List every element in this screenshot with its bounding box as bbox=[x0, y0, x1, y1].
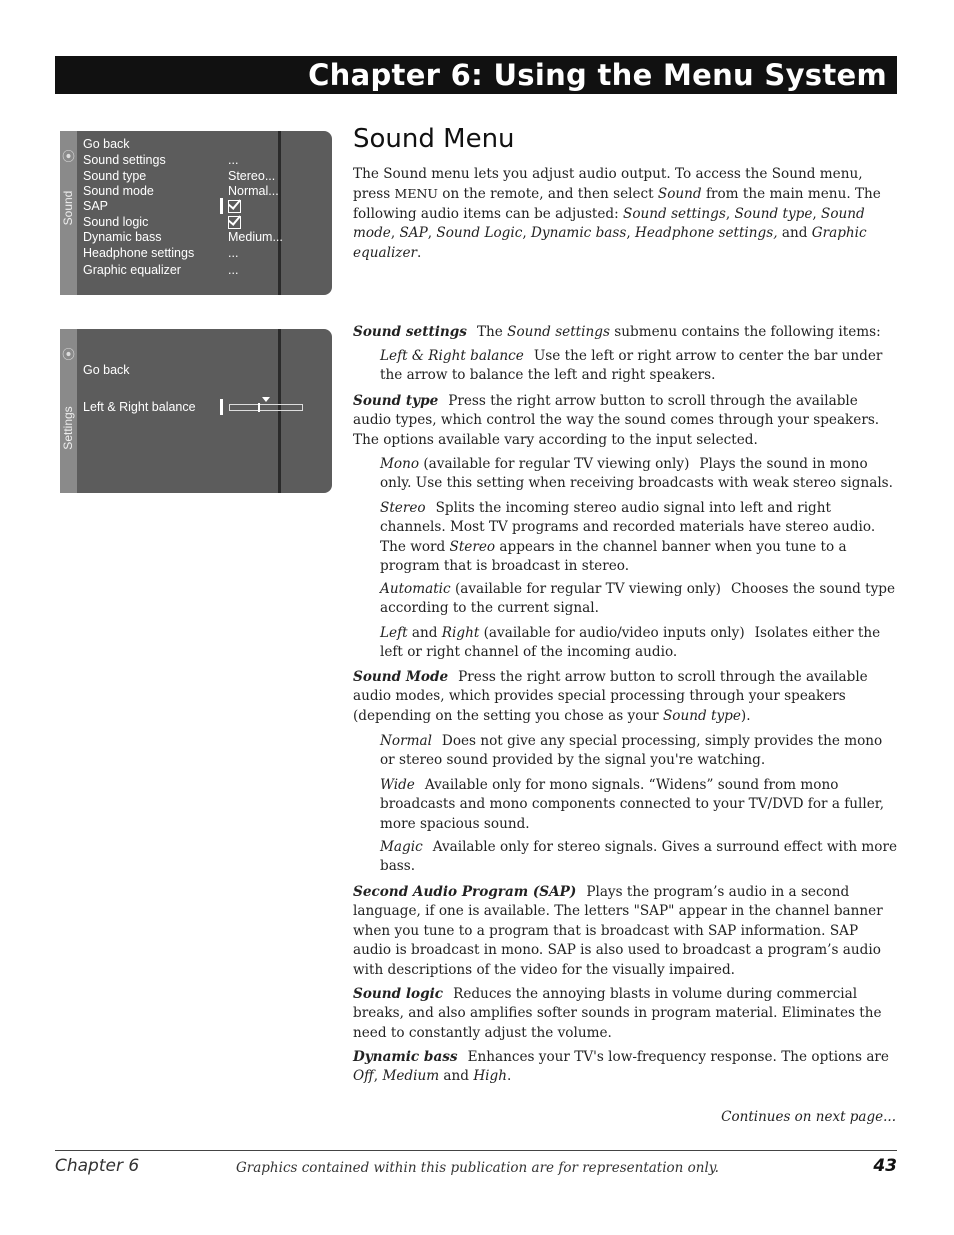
section-heading: Sound Menu bbox=[353, 124, 515, 154]
menu-item-headphone-settings[interactable]: Headphone settings bbox=[83, 246, 195, 260]
menu-side-label: Sound bbox=[61, 190, 75, 226]
continues-note: Continues on next page... bbox=[721, 1109, 896, 1125]
menu-item-dynamic-bass[interactable]: Dynamic bass bbox=[83, 230, 162, 244]
menu-item-sound-mode[interactable]: Sound mode bbox=[83, 184, 154, 198]
menu-side-label: Settings bbox=[61, 406, 75, 450]
sound-mode-paragraph: Sound Mode Press the right arrow button to scroll through the available audio modes, which provides special processing through your speakers (depending on the setting you chose as your Sound type). bbox=[353, 669, 868, 724]
menu-value-dynamic-bass: Medium... bbox=[228, 230, 283, 244]
menu-value-sound-type: Stereo... bbox=[228, 169, 276, 183]
footer-note: Graphics contained within this publication are for representation only. bbox=[236, 1160, 719, 1176]
intro-paragraph: The Sound menu lets you adjust audio output. To access the Sound menu, press MENU on the remote, and then select Sound from the main menu. The following audio items can be adjusted: Sound settings, Sound type, Sound mode, SAP, Sound Logic, Dynamic bass, Headphone settings, and Graphic equalizer. bbox=[353, 166, 881, 261]
sound-logic-paragraph: Sound logic Reduces the annoying blasts in volume during commercial breaks, and also amplifies softer sounds in program material. Eliminates the need to constantly adjust the volume. bbox=[353, 986, 882, 1041]
sound-type-paragraph: Sound type Press the right arrow button to scroll through the available audio types, which control the way the sound comes through your speakers. The options available vary according to the input selected. bbox=[353, 393, 880, 448]
menu-side-strip bbox=[60, 329, 77, 493]
menu-item-lr-balance[interactable]: Left & Right balance bbox=[83, 400, 196, 414]
selection-marker bbox=[220, 399, 223, 415]
ear-icon: ⦿ bbox=[61, 347, 75, 362]
magic-paragraph: Magic Available only for stereo signals. Gives a surround effect with more bass. bbox=[380, 839, 898, 875]
chapter-header-bar bbox=[55, 56, 897, 94]
normal-paragraph: Normal Does not give any special processing, simply provides the mono or stereo sound provided by the signal you're watching. bbox=[380, 733, 883, 769]
left-right-paragraph: Left and Right (available for audio/video inputs only) Isolates either the left or right channel of the incoming audio. bbox=[380, 625, 881, 661]
footer-divider bbox=[55, 1150, 897, 1151]
menu-column-divider bbox=[278, 329, 281, 493]
balance-slider-thumb[interactable] bbox=[258, 403, 260, 412]
settings-menu-panel bbox=[60, 329, 332, 493]
sound-logic-checkbox-icon[interactable] bbox=[228, 216, 241, 229]
menu-side-strip bbox=[60, 131, 77, 295]
menu-value-headphone-settings: ... bbox=[228, 246, 239, 260]
dynamic-bass-paragraph: Dynamic bass Enhances your TV's low-frequency response. The options are Off, Medium and High. bbox=[353, 1049, 889, 1085]
center-arrow-icon bbox=[262, 397, 270, 402]
menu-item-sound-type[interactable]: Sound type bbox=[83, 169, 147, 183]
sound-settings-paragraph: Sound settings The Sound settings submenu contains the following items: bbox=[353, 324, 881, 340]
menu-item-go-back[interactable]: Go back bbox=[83, 137, 130, 151]
lr-balance-paragraph: Left & Right balance Use the left or right arrow to center the bar under the arrow to balance the left and right speakers. bbox=[380, 348, 883, 384]
chapter-title: Chapter 6: Using the Menu System bbox=[308, 58, 887, 92]
menu-value-sound-settings: ... bbox=[228, 153, 239, 167]
menu-item-graphic-equalizer[interactable]: Graphic equalizer bbox=[83, 263, 181, 277]
mono-paragraph: Mono (available for regular TV viewing only) Plays the sound in mono only. Use this setting when receiving broadcasts with weak stereo signals. bbox=[380, 456, 893, 492]
wide-paragraph: Wide Available only for mono signals. “Widens” sound from mono broadcasts and mono components connected to your TV/DVD for a fuller, more spacious sound. bbox=[380, 777, 885, 832]
menu-item-sound-settings[interactable]: Sound settings bbox=[83, 153, 166, 167]
menu-item-go-back[interactable]: Go back bbox=[83, 363, 130, 377]
automatic-paragraph: Automatic (available for regular TV viewing only) Chooses the sound type according to the current signal. bbox=[380, 581, 895, 617]
stereo-paragraph: Stereo Splits the incoming stereo audio signal into left and right channels. Most TV programs and recorded materials have stereo audio. The word Stereo appears in the channel banner when you tune to a program that is broadcast in stereo. bbox=[380, 500, 876, 575]
footer-chapter: Chapter 6 bbox=[55, 1156, 140, 1176]
sap-paragraph: Second Audio Program (SAP) Plays the program’s audio in a second language, if one is available. The letters "SAP" appear in the channel banner when you tune to a program that is broadcast with SAP information. SAP audio is broadcast in mono. SAP is also used to broadcast a program’s audio with descriptions of the video for the visually impaired. bbox=[353, 884, 883, 978]
sap-checkbox-icon[interactable] bbox=[228, 200, 241, 213]
menu-value-graphic-equalizer: ... bbox=[228, 263, 239, 277]
balance-slider[interactable] bbox=[229, 404, 303, 411]
ear-icon: ⦿ bbox=[61, 149, 75, 164]
menu-value-sound-mode: Normal... bbox=[228, 184, 279, 198]
selection-marker bbox=[220, 198, 223, 214]
menu-item-sap[interactable]: SAP bbox=[83, 199, 109, 213]
menu-column-divider bbox=[278, 131, 281, 295]
page-number: 43 bbox=[873, 1156, 897, 1176]
menu-item-sound-logic[interactable]: Sound logic bbox=[83, 215, 149, 229]
sound-menu-panel bbox=[60, 131, 332, 295]
